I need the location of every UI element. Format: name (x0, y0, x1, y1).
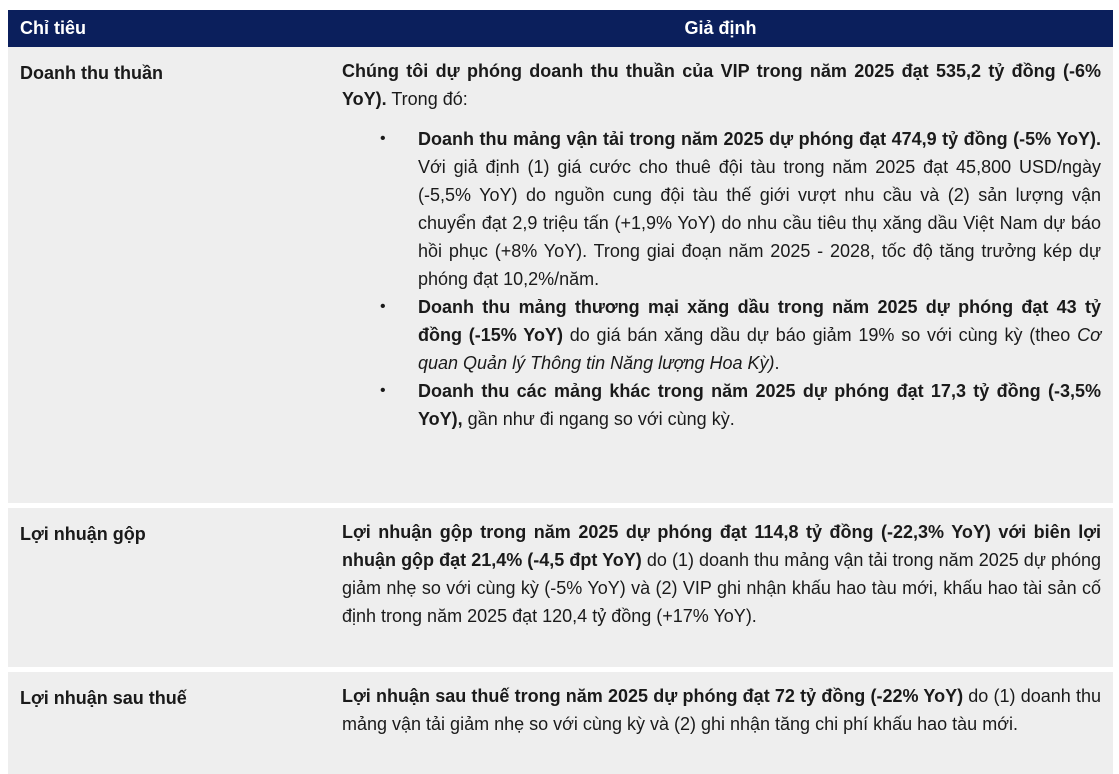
row-label: Lợi nhuận sau thuế (20, 688, 187, 708)
bullet-bold-text: Doanh thu mảng thương mại xăng dầu trong năm 2025 dự phóng đạt 43 tỷ đồng (-15% YoY) (418, 297, 1101, 345)
header-col-assumption: Giả định (684, 18, 757, 38)
bullet-text: Với giả định (1) giá cước cho thuê đội tàu trong năm 2025 đạt 45,800 USD/ngày (-5,5% YoY) do nguồn cung đội tàu thế giới vượt nhu cầu và (2) sản lượng vận chuyển đạt 2,9 triệu tấn (+1,9% YoY) do nhu cầu tiêu thụ xăng dầu Việt Nam dự báo hồi phục (+8% YoY). Trong giai đoạn năm 2025 - 2028, tốc độ tăng trưởng kép dự phóng đạt 10,2%/năm. (418, 157, 1101, 289)
bullet-list (342, 125, 1101, 433)
row-bold-text: Lợi nhuận gộp trong năm 2025 dự phóng đạt 114,8 tỷ đồng (-22,3% YoY) với biên lợi nhuận gộp đạt 21,4% (-4,5 đpt YoY) (342, 522, 1101, 570)
row-text: do (1) doanh thu mảng vận tải trong năm 2025 dự phóng giảm nhẹ so với cùng kỳ (-5% YoY) và (2) VIP ghi nhận khấu hao tàu mới, khấu hao tài sản cố định trong năm 2025 đạt 120,4 tỷ đồng (+17% YoY). (342, 550, 1101, 626)
intro-bold-text: Chúng tôi dự phóng doanh thu thuần của VIP trong năm 2025 đạt 535,2 tỷ đồng (-6% YoY). (342, 61, 1101, 109)
row-content (328, 47, 1113, 503)
row-bold-text: Lợi nhuận sau thuế trong năm 2025 dự phóng đạt 72 tỷ đồng (-22% YoY) (342, 686, 964, 706)
list-item (380, 377, 1101, 433)
row-paragraph (342, 682, 1101, 738)
bullet-italic-text: Cơ quan Quản lý Thông tin Năng lượng Hoa Kỳ) (418, 325, 1101, 373)
intro-text: Trong đó: (386, 89, 468, 109)
assumptions-table (8, 10, 1113, 774)
list-item (380, 125, 1101, 293)
bullet-icon: • (380, 130, 386, 147)
table-row-gross-profit (8, 508, 1113, 672)
bullet-icon: • (380, 382, 386, 399)
bullet-bold-text: Doanh thu mảng vận tải trong năm 2025 dự phóng đạt 474,9 tỷ đồng (-5% YoY). (418, 129, 1101, 149)
bullet-icon: • (380, 298, 386, 315)
row-text: do (1) doanh thu mảng vận tải giảm nhẹ so với cùng kỳ và (2) ghi nhận tăng chi phí khấu hao tàu mới. (342, 686, 1101, 734)
row-label: Doanh thu thuần (20, 63, 163, 83)
header-col-indicator: Chỉ tiêu (20, 18, 86, 38)
bullet-tail-text: . (774, 353, 780, 373)
table-row-net-profit (8, 672, 1113, 774)
row-label: Lợi nhuận gộp (20, 524, 146, 544)
row-content (328, 672, 1113, 774)
row-paragraph (342, 518, 1101, 630)
list-item (380, 293, 1101, 377)
table-row-net-revenue (8, 47, 1113, 508)
bullet-bold-text: Doanh thu các mảng khác trong năm 2025 dự phóng đạt 17,3 tỷ đồng (-3,5% YoY), (418, 381, 1101, 429)
bullet-text: do giá bán xăng dầu dự báo giảm 19% so với cùng kỳ (theo (562, 325, 1078, 345)
bullet-text: gần như đi ngang so với cùng kỳ. (462, 409, 735, 429)
table-header (8, 10, 1113, 47)
intro-paragraph (342, 57, 1101, 113)
row-content (328, 508, 1113, 667)
